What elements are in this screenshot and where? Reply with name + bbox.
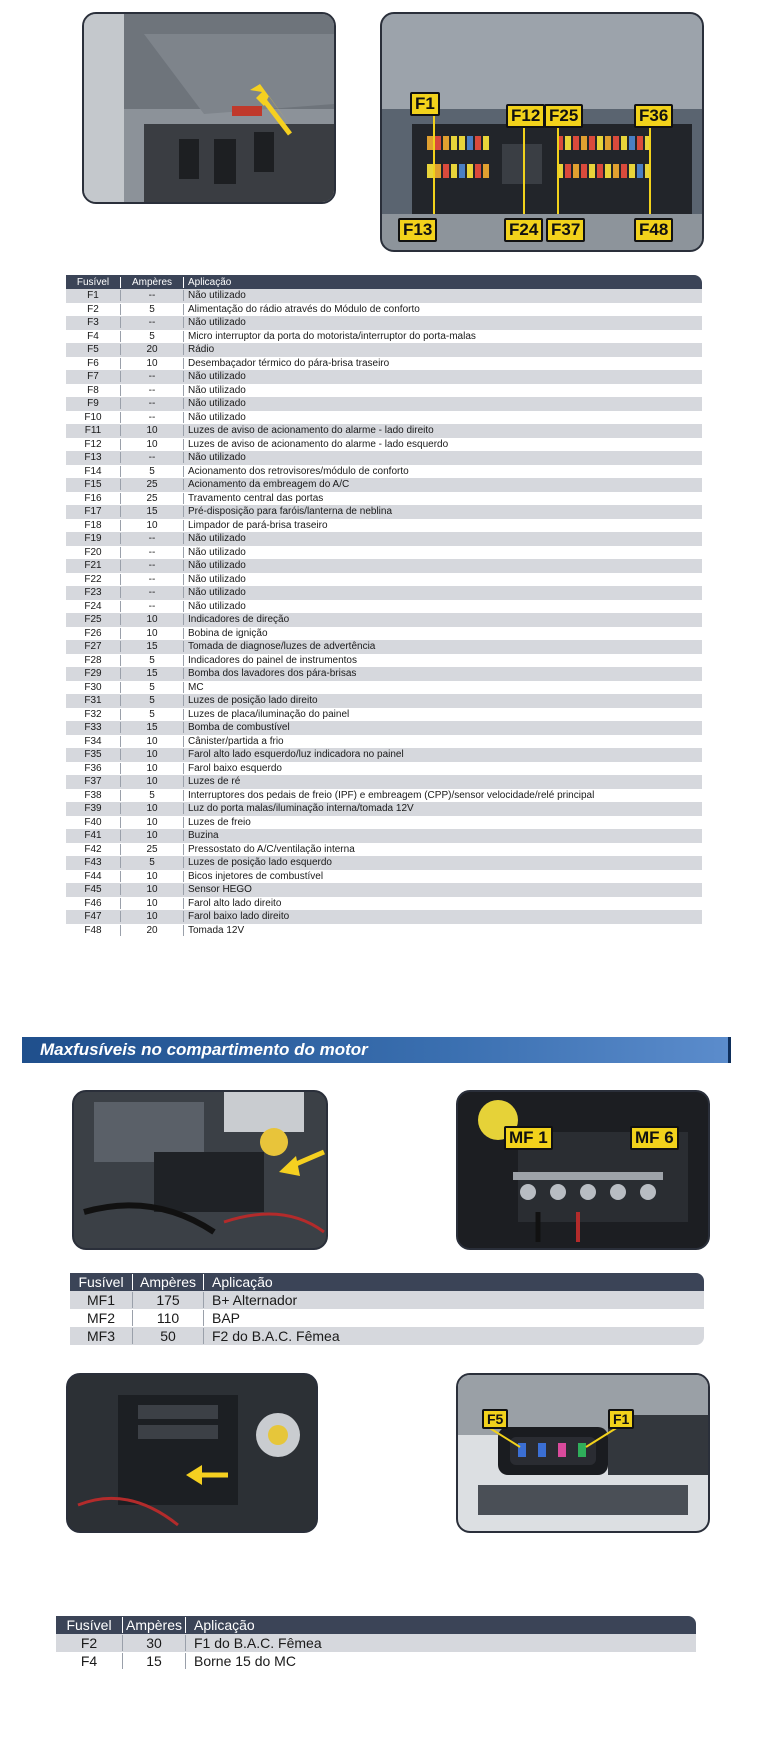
cabin-fuse-table bbox=[66, 275, 702, 937]
table-row bbox=[66, 586, 702, 600]
cell-aplicacao: Indicadores de direção bbox=[188, 614, 290, 626]
cell-aplicacao: Bomba dos lavadores dos pára-brisas bbox=[188, 668, 357, 680]
header-amperes: Ampères bbox=[121, 277, 184, 288]
cell-aplicacao: Bomba de combustível bbox=[188, 722, 290, 734]
cell-aplicacao: Luzes de placa/iluminação do painel bbox=[188, 708, 350, 720]
cell-fusivel: MF3 bbox=[70, 1328, 133, 1344]
cell-fusivel: MF1 bbox=[70, 1292, 133, 1308]
cell-fusivel: F41 bbox=[66, 830, 121, 841]
cell-aplicacao: Não utilizado bbox=[188, 384, 246, 396]
cell-aplicacao: Não utilizado bbox=[188, 411, 246, 423]
cell-aplicacao: Não utilizado bbox=[188, 546, 246, 558]
table-row bbox=[66, 627, 702, 641]
cell-fusivel: F30 bbox=[66, 682, 121, 693]
cell-aplicacao: Não utilizado bbox=[188, 371, 246, 383]
cell-aplicacao: Cânister/partida a frio bbox=[188, 735, 284, 747]
cell-amperes: 20 bbox=[121, 925, 184, 936]
table-row bbox=[56, 1634, 696, 1652]
table-row bbox=[66, 316, 702, 330]
cell-fusivel: F27 bbox=[66, 641, 121, 652]
cell-amperes: 10 bbox=[121, 898, 184, 909]
cell-aplicacao: Tomada 12V bbox=[188, 924, 245, 936]
cell-aplicacao: Micro interruptor da porta do motorista/interruptor do porta-malas bbox=[188, 330, 476, 342]
cell-aplicacao: Desembaçador térmico do pára-brisa traseiro bbox=[188, 357, 390, 369]
cell-fusivel: F45 bbox=[66, 884, 121, 895]
table-row bbox=[70, 1309, 704, 1327]
cell-amperes: 10 bbox=[121, 830, 184, 841]
cell-amperes: 15 bbox=[121, 506, 184, 517]
table-row bbox=[66, 721, 702, 735]
cell-fusivel: F18 bbox=[66, 520, 121, 531]
cell-fusivel: F3 bbox=[66, 317, 121, 328]
table-row bbox=[66, 748, 702, 762]
cell-fusivel: F5 bbox=[66, 344, 121, 355]
cell-fusivel: F35 bbox=[66, 749, 121, 760]
table-row bbox=[66, 559, 702, 573]
table-row bbox=[66, 694, 702, 708]
cell-fusivel: F10 bbox=[66, 412, 121, 423]
cell-fusivel: F1 bbox=[66, 290, 121, 301]
cell-fusivel: F6 bbox=[66, 358, 121, 369]
cell-fusivel: F8 bbox=[66, 385, 121, 396]
cell-aplicacao: Não utilizado bbox=[188, 317, 246, 329]
cell-fusivel: F25 bbox=[66, 614, 121, 625]
cell-amperes: 5 bbox=[121, 682, 184, 693]
cell-amperes: -- bbox=[121, 290, 184, 301]
cell-amperes: -- bbox=[121, 533, 184, 544]
cell-fusivel: F47 bbox=[66, 911, 121, 922]
cell-fusivel: F24 bbox=[66, 601, 121, 612]
label-f25: F25 bbox=[544, 104, 583, 128]
cell-fusivel: F43 bbox=[66, 857, 121, 868]
cell-aplicacao: Luzes de posição lado esquerdo bbox=[188, 857, 332, 869]
cell-amperes: 15 bbox=[121, 722, 184, 733]
cell-amperes: 10 bbox=[121, 911, 184, 922]
cell-aplicacao: Não utilizado bbox=[188, 452, 246, 464]
table-row bbox=[56, 1652, 696, 1670]
table-row bbox=[70, 1291, 704, 1309]
table-row bbox=[66, 303, 702, 317]
cell-fusivel: F44 bbox=[66, 871, 121, 882]
cell-fusivel: F34 bbox=[66, 736, 121, 747]
cell-amperes: 10 bbox=[121, 871, 184, 882]
cell-amperes: 10 bbox=[121, 749, 184, 760]
cell-amperes: 10 bbox=[121, 425, 184, 436]
cell-amperes: 50 bbox=[133, 1328, 204, 1344]
table-row bbox=[66, 897, 702, 911]
cell-amperes: -- bbox=[121, 317, 184, 328]
table-row bbox=[66, 546, 702, 560]
table-row bbox=[66, 438, 702, 452]
table-row bbox=[66, 519, 702, 533]
cell-aplicacao: Bicos injetores de combustível bbox=[188, 870, 324, 882]
table-row bbox=[70, 1327, 704, 1345]
cell-amperes: -- bbox=[121, 560, 184, 571]
cell-fusivel: F28 bbox=[66, 655, 121, 666]
cell-amperes: -- bbox=[121, 601, 184, 612]
cell-amperes: 10 bbox=[121, 520, 184, 531]
header-aplicacao: Aplicação bbox=[194, 1617, 255, 1633]
table-row bbox=[66, 816, 702, 830]
table-row bbox=[66, 843, 702, 857]
cell-fusivel: F15 bbox=[66, 479, 121, 490]
bac-fuse-table bbox=[56, 1616, 696, 1670]
cell-fusivel: F13 bbox=[66, 452, 121, 463]
cell-aplicacao: Rádio bbox=[188, 344, 215, 356]
cell-amperes: 10 bbox=[121, 628, 184, 639]
label-f13: F13 bbox=[398, 218, 437, 242]
cell-fusivel: F21 bbox=[66, 560, 121, 571]
cell-aplicacao: Bobina de ignição bbox=[188, 627, 268, 639]
cell-fusivel: F26 bbox=[66, 628, 121, 639]
cell-aplicacao: Luzes de posição lado direito bbox=[188, 695, 318, 707]
cell-fusivel: F2 bbox=[66, 304, 121, 315]
section-banner bbox=[22, 1037, 731, 1063]
header-amperes: Ampères bbox=[133, 1274, 204, 1290]
cell-aplicacao: Borne 15 do MC bbox=[194, 1653, 296, 1669]
cell-fusivel: F46 bbox=[66, 898, 121, 909]
cell-fusivel: MF2 bbox=[70, 1310, 133, 1326]
cell-fusivel: F33 bbox=[66, 722, 121, 733]
photo-engine-bay-2 bbox=[66, 1373, 318, 1533]
cell-aplicacao: Não utilizado bbox=[188, 587, 246, 599]
table-row bbox=[66, 829, 702, 843]
table-row bbox=[66, 654, 702, 668]
label-f48: F48 bbox=[634, 218, 673, 242]
cell-fusivel: F40 bbox=[66, 817, 121, 828]
bac-table-header bbox=[56, 1616, 696, 1634]
cell-amperes: 5 bbox=[121, 709, 184, 720]
table-row bbox=[66, 667, 702, 681]
cell-amperes: -- bbox=[121, 398, 184, 409]
header-amperes: Ampères bbox=[123, 1617, 186, 1633]
label-f24: F24 bbox=[504, 218, 543, 242]
table-row bbox=[66, 330, 702, 344]
photo-maxi-fuse-box bbox=[456, 1090, 710, 1250]
cell-amperes: 10 bbox=[121, 884, 184, 895]
cell-amperes: 5 bbox=[121, 695, 184, 706]
table-row bbox=[66, 384, 702, 398]
table-row bbox=[66, 708, 702, 722]
cell-aplicacao: Farol baixo lado direito bbox=[188, 911, 290, 923]
cell-amperes: 15 bbox=[121, 641, 184, 652]
table-row bbox=[66, 370, 702, 384]
cell-amperes: 30 bbox=[123, 1635, 186, 1651]
cell-amperes: 25 bbox=[121, 479, 184, 490]
cell-aplicacao: Não utilizado bbox=[188, 398, 246, 410]
cell-aplicacao: F1 do B.A.C. Fêmea bbox=[194, 1635, 322, 1651]
cell-amperes: 110 bbox=[133, 1310, 204, 1326]
cell-aplicacao: Acionamento da embreagem do A/C bbox=[188, 479, 350, 491]
cell-aplicacao: Não utilizado bbox=[188, 600, 246, 612]
label-mf1: MF 1 bbox=[504, 1126, 553, 1150]
cell-amperes: -- bbox=[121, 547, 184, 558]
cell-aplicacao: Farol alto lado direito bbox=[188, 897, 282, 909]
table-row bbox=[66, 478, 702, 492]
cell-aplicacao: Pré-disposição para faróis/lanterna de neblina bbox=[188, 506, 393, 518]
cell-fusivel: F22 bbox=[66, 574, 121, 585]
cell-amperes: 15 bbox=[123, 1653, 186, 1669]
cell-fusivel: F42 bbox=[66, 844, 121, 855]
cell-amperes: 25 bbox=[121, 493, 184, 504]
cell-amperes: 5 bbox=[121, 304, 184, 315]
header-fusivel: Fusível bbox=[56, 1617, 123, 1633]
cell-aplicacao: Tomada de diagnose/luzes de advertência bbox=[188, 641, 376, 653]
table-row bbox=[66, 910, 702, 924]
cell-fusivel: F14 bbox=[66, 466, 121, 477]
maxi-fuse-table bbox=[70, 1273, 704, 1345]
cell-fusivel: F37 bbox=[66, 776, 121, 787]
cell-fusivel: F2 bbox=[56, 1635, 123, 1651]
cell-fusivel: F29 bbox=[66, 668, 121, 679]
cell-aplicacao: Luzes de aviso de acionamento do alarme - lado direito bbox=[188, 425, 434, 437]
cell-amperes: 10 bbox=[121, 439, 184, 450]
cell-fusivel: F7 bbox=[66, 371, 121, 382]
cell-amperes: 5 bbox=[121, 331, 184, 342]
table-row bbox=[66, 856, 702, 870]
table-row bbox=[66, 762, 702, 776]
cell-aplicacao: Sensor HEGO bbox=[188, 884, 252, 896]
table-row bbox=[66, 532, 702, 546]
cell-aplicacao: Limpador de pará-brisa traseiro bbox=[188, 519, 328, 531]
cell-fusivel: F16 bbox=[66, 493, 121, 504]
cell-aplicacao: Luzes de freio bbox=[188, 816, 251, 828]
cell-fusivel: F36 bbox=[66, 763, 121, 774]
cell-amperes: -- bbox=[121, 587, 184, 598]
cell-aplicacao: Pressostato do A/C/ventilação interna bbox=[188, 843, 355, 855]
cell-amperes: -- bbox=[121, 574, 184, 585]
cell-fusivel: F4 bbox=[66, 331, 121, 342]
cell-amperes: 5 bbox=[121, 655, 184, 666]
label-f5: F5 bbox=[482, 1409, 508, 1429]
table-row bbox=[66, 343, 702, 357]
cell-aplicacao: Não utilizado bbox=[188, 533, 246, 545]
photo-bac-connector bbox=[456, 1373, 710, 1533]
table-row bbox=[66, 289, 702, 303]
cell-fusivel: F4 bbox=[56, 1653, 123, 1669]
table-row bbox=[66, 573, 702, 587]
cell-fusivel: F31 bbox=[66, 695, 121, 706]
cell-amperes: 10 bbox=[121, 776, 184, 787]
label-f1: F1 bbox=[410, 92, 440, 116]
photo-cabin-fuse-box bbox=[380, 12, 704, 252]
table-row bbox=[66, 802, 702, 816]
cell-amperes: 5 bbox=[121, 790, 184, 801]
table-row bbox=[66, 640, 702, 654]
cabin-table-header bbox=[66, 275, 702, 289]
cell-amperes: 10 bbox=[121, 614, 184, 625]
header-fusivel: Fusível bbox=[70, 1274, 133, 1290]
cell-amperes: 10 bbox=[121, 763, 184, 774]
table-row bbox=[66, 465, 702, 479]
table-row bbox=[66, 789, 702, 803]
cell-fusivel: F32 bbox=[66, 709, 121, 720]
cell-aplicacao: Buzina bbox=[188, 830, 219, 842]
cell-fusivel: F11 bbox=[66, 425, 121, 436]
table-row bbox=[66, 613, 702, 627]
cell-aplicacao: Indicadores do painel de instrumentos bbox=[188, 654, 357, 666]
cell-amperes: 5 bbox=[121, 857, 184, 868]
cell-aplicacao: Não utilizado bbox=[188, 573, 246, 585]
cell-aplicacao: Luzes de aviso de acionamento do alarme - lado esquerdo bbox=[188, 438, 449, 450]
cell-fusivel: F20 bbox=[66, 547, 121, 558]
label-f36: F36 bbox=[634, 104, 673, 128]
cell-amperes: 10 bbox=[121, 736, 184, 747]
table-row bbox=[66, 492, 702, 506]
table-row bbox=[66, 357, 702, 371]
table-row bbox=[66, 681, 702, 695]
cell-amperes: -- bbox=[121, 385, 184, 396]
cell-aplicacao: Farol baixo esquerdo bbox=[188, 762, 282, 774]
cell-fusivel: F38 bbox=[66, 790, 121, 801]
photo-engine-bay-1 bbox=[72, 1090, 328, 1250]
header-fusivel: Fusível bbox=[66, 277, 121, 288]
cell-aplicacao: Não utilizado bbox=[188, 290, 246, 302]
label-mf6: MF 6 bbox=[630, 1126, 679, 1150]
photo-driver-footwell bbox=[82, 12, 336, 204]
cell-amperes: -- bbox=[121, 371, 184, 382]
header-aplicacao: Aplicação bbox=[212, 1274, 273, 1290]
cell-fusivel: F12 bbox=[66, 439, 121, 450]
cell-fusivel: F9 bbox=[66, 398, 121, 409]
table-row bbox=[66, 600, 702, 614]
table-row bbox=[66, 397, 702, 411]
table-row bbox=[66, 735, 702, 749]
cell-aplicacao: BAP bbox=[212, 1310, 241, 1326]
cell-aplicacao: Alimentação do rádio através do Módulo de conforto bbox=[188, 303, 420, 315]
maxi-table-header bbox=[70, 1273, 704, 1291]
label-f37: F37 bbox=[546, 218, 585, 242]
table-row bbox=[66, 775, 702, 789]
cell-aplicacao: Acionamento dos retrovisores/módulo de conforto bbox=[188, 465, 409, 477]
section-banner-title: Maxfusíveis no compartimento do motor bbox=[40, 1040, 368, 1059]
cell-amperes: 20 bbox=[121, 344, 184, 355]
table-row bbox=[66, 505, 702, 519]
table-row bbox=[66, 411, 702, 425]
cell-aplicacao: Travamento central das portas bbox=[188, 492, 324, 504]
table-row bbox=[66, 424, 702, 438]
cell-amperes: 15 bbox=[121, 668, 184, 679]
cell-aplicacao: Interruptores dos pedais de freio (IPF) e embreagem (CPP)/sensor velocidade/relé principal bbox=[188, 789, 595, 801]
table-row bbox=[66, 883, 702, 897]
table-row bbox=[66, 924, 702, 938]
label-f1: F1 bbox=[608, 1409, 634, 1429]
cell-aplicacao: Não utilizado bbox=[188, 560, 246, 572]
cell-fusivel: F17 bbox=[66, 506, 121, 517]
cell-aplicacao: Farol alto lado esquerdo/luz indicadora no painel bbox=[188, 749, 404, 761]
table-row bbox=[66, 870, 702, 884]
cell-aplicacao: F2 do B.A.C. Fêmea bbox=[212, 1328, 340, 1344]
cell-aplicacao: Luz do porta malas/iluminação interna/tomada 12V bbox=[188, 803, 414, 815]
cell-fusivel: F39 bbox=[66, 803, 121, 814]
label-f12: F12 bbox=[506, 104, 545, 128]
table-row bbox=[66, 451, 702, 465]
cell-fusivel: F48 bbox=[66, 925, 121, 936]
cell-amperes: -- bbox=[121, 452, 184, 463]
cell-amperes: 10 bbox=[121, 817, 184, 828]
cell-amperes: -- bbox=[121, 412, 184, 423]
cell-amperes: 25 bbox=[121, 844, 184, 855]
cell-aplicacao: B+ Alternador bbox=[212, 1292, 298, 1308]
cell-amperes: 175 bbox=[133, 1292, 204, 1308]
header-aplicacao: Aplicação bbox=[188, 276, 232, 288]
cell-aplicacao: Luzes de ré bbox=[188, 776, 241, 788]
cell-fusivel: F19 bbox=[66, 533, 121, 544]
cell-amperes: 10 bbox=[121, 803, 184, 814]
cell-amperes: 5 bbox=[121, 466, 184, 477]
cell-aplicacao: MC bbox=[188, 681, 204, 693]
cell-fusivel: F23 bbox=[66, 587, 121, 598]
cell-amperes: 10 bbox=[121, 358, 184, 369]
